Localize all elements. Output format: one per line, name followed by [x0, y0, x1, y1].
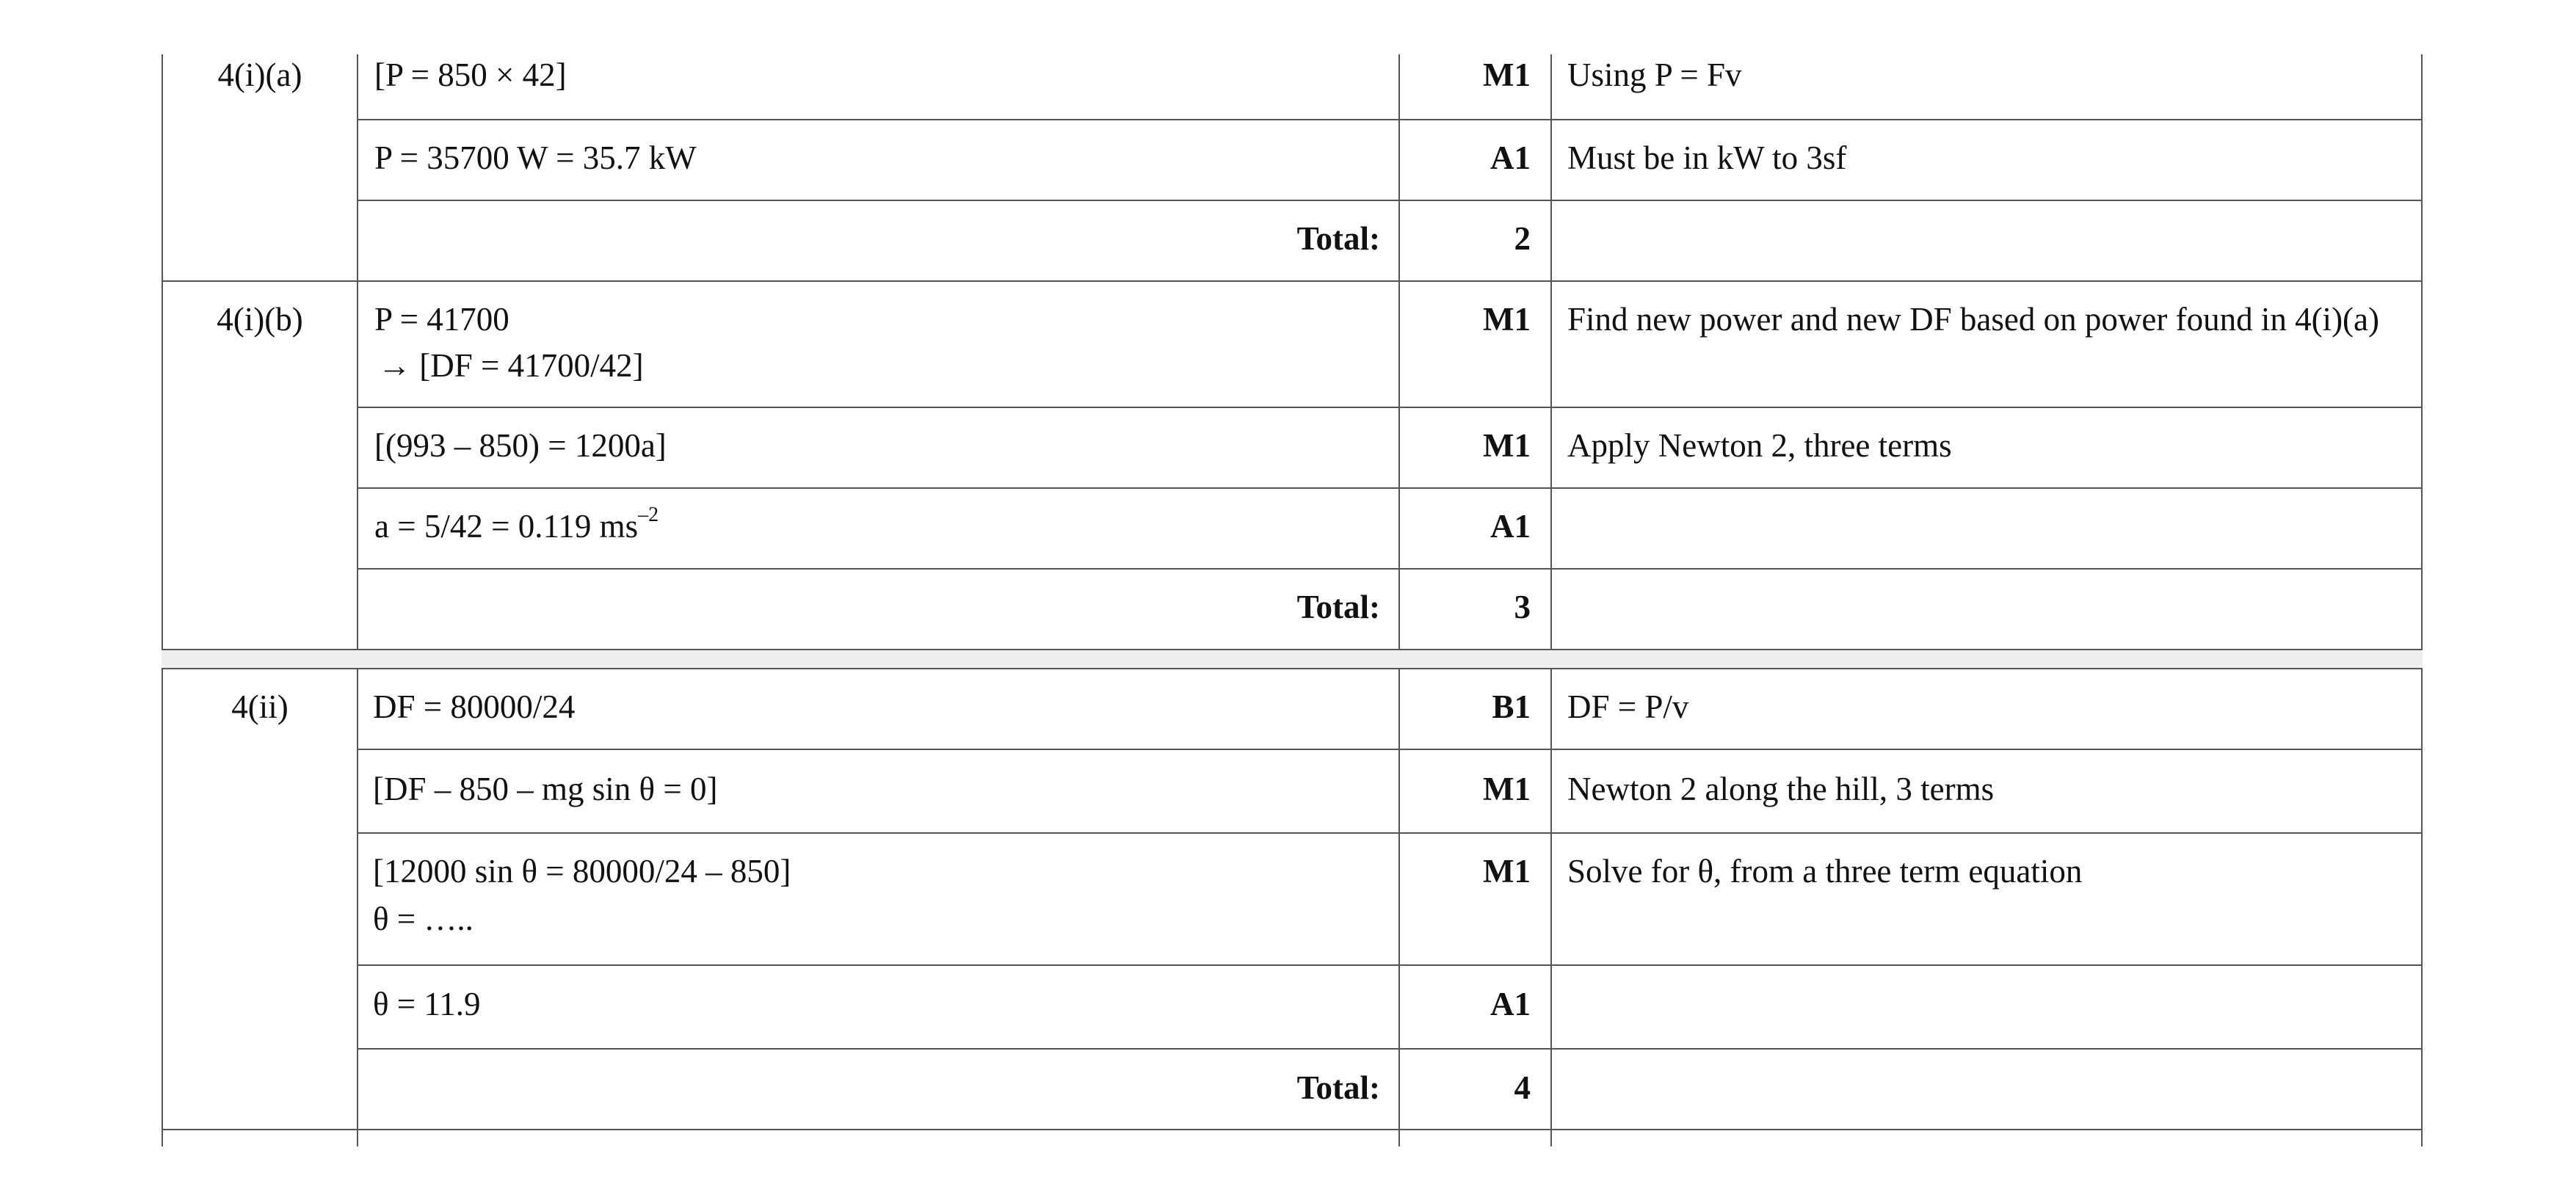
mark-code: B1 [1492, 688, 1531, 725]
total-value: 2 [1514, 220, 1531, 257]
mark-code: M1 [1483, 301, 1531, 338]
answer-text: [P = 850 × 42] [374, 57, 567, 93]
mark-code: M1 [1483, 57, 1531, 93]
guidance-text: DF = P/v [1567, 688, 1689, 725]
col-line-left [162, 54, 163, 1146]
total-value: 4 [1514, 1069, 1531, 1106]
mark-code: A1 [1490, 508, 1531, 545]
row-line [357, 1048, 2423, 1050]
answer-text: θ = 11.9 [373, 986, 481, 1022]
row-line [357, 487, 2421, 489]
section-gap [162, 650, 2423, 668]
row-line [357, 200, 2421, 201]
question-label: 4(ii) [231, 688, 289, 725]
answer-main: a = 5/42 = 0.119 ms [374, 508, 639, 545]
answer-text: DF = 80000/24 [373, 688, 576, 725]
answer-text: [DF – 850 – mg sin θ = 0] [373, 771, 718, 807]
mark-code: A1 [1490, 986, 1531, 1022]
answer-text [374, 503, 658, 550]
guidance-text: Must be in kW to 3sf [1567, 139, 1847, 176]
row-line [357, 119, 2421, 120]
guidance-text: Newton 2 along the hill, 3 terms [1567, 771, 1995, 807]
mark-code: A1 [1490, 139, 1531, 176]
row-line [357, 832, 2423, 834]
row-line [357, 964, 2423, 966]
answer-text: θ = ….. [373, 901, 474, 937]
answer-text: → [DF = 41700/42] [378, 347, 644, 384]
answer-text: [12000 sin θ = 80000/24 – 850] [373, 853, 791, 890]
col-line-right [2421, 54, 2423, 1146]
question-label: 4(i)(b) [217, 301, 303, 338]
section-line [162, 1129, 2423, 1130]
guidance-text: Find new power and new DF based on power found in 4(i)(a) [1567, 301, 2379, 338]
col-line-marks [1550, 54, 1552, 1146]
mark-code: M1 [1483, 427, 1531, 464]
question-label: 4(i)(a) [217, 57, 302, 93]
row-line [357, 568, 2421, 570]
row-line [357, 407, 2421, 408]
total-label: Total: [1296, 589, 1380, 625]
mark-code: M1 [1483, 771, 1531, 807]
total-value: 3 [1514, 589, 1531, 625]
guidance-text: Using P = Fv [1567, 57, 1742, 93]
row-line [357, 749, 2423, 750]
guidance-text: Apply Newton 2, three terms [1567, 427, 1952, 464]
answer-superscript: –2 [638, 503, 659, 526]
total-label: Total: [1296, 1069, 1380, 1106]
total-label: Total: [1296, 220, 1380, 257]
answer-text: [(993 – 850) = 1200a] [374, 427, 667, 464]
section-line [162, 280, 2421, 282]
answer-text: P = 35700 W = 35.7 kW [374, 139, 697, 176]
answer-text: P = 41700 [374, 301, 509, 338]
section-line [162, 649, 2423, 650]
section-line [162, 668, 2423, 669]
mark-code: M1 [1483, 853, 1531, 890]
guidance-text: Solve for θ, from a three term equation [1567, 853, 2083, 890]
